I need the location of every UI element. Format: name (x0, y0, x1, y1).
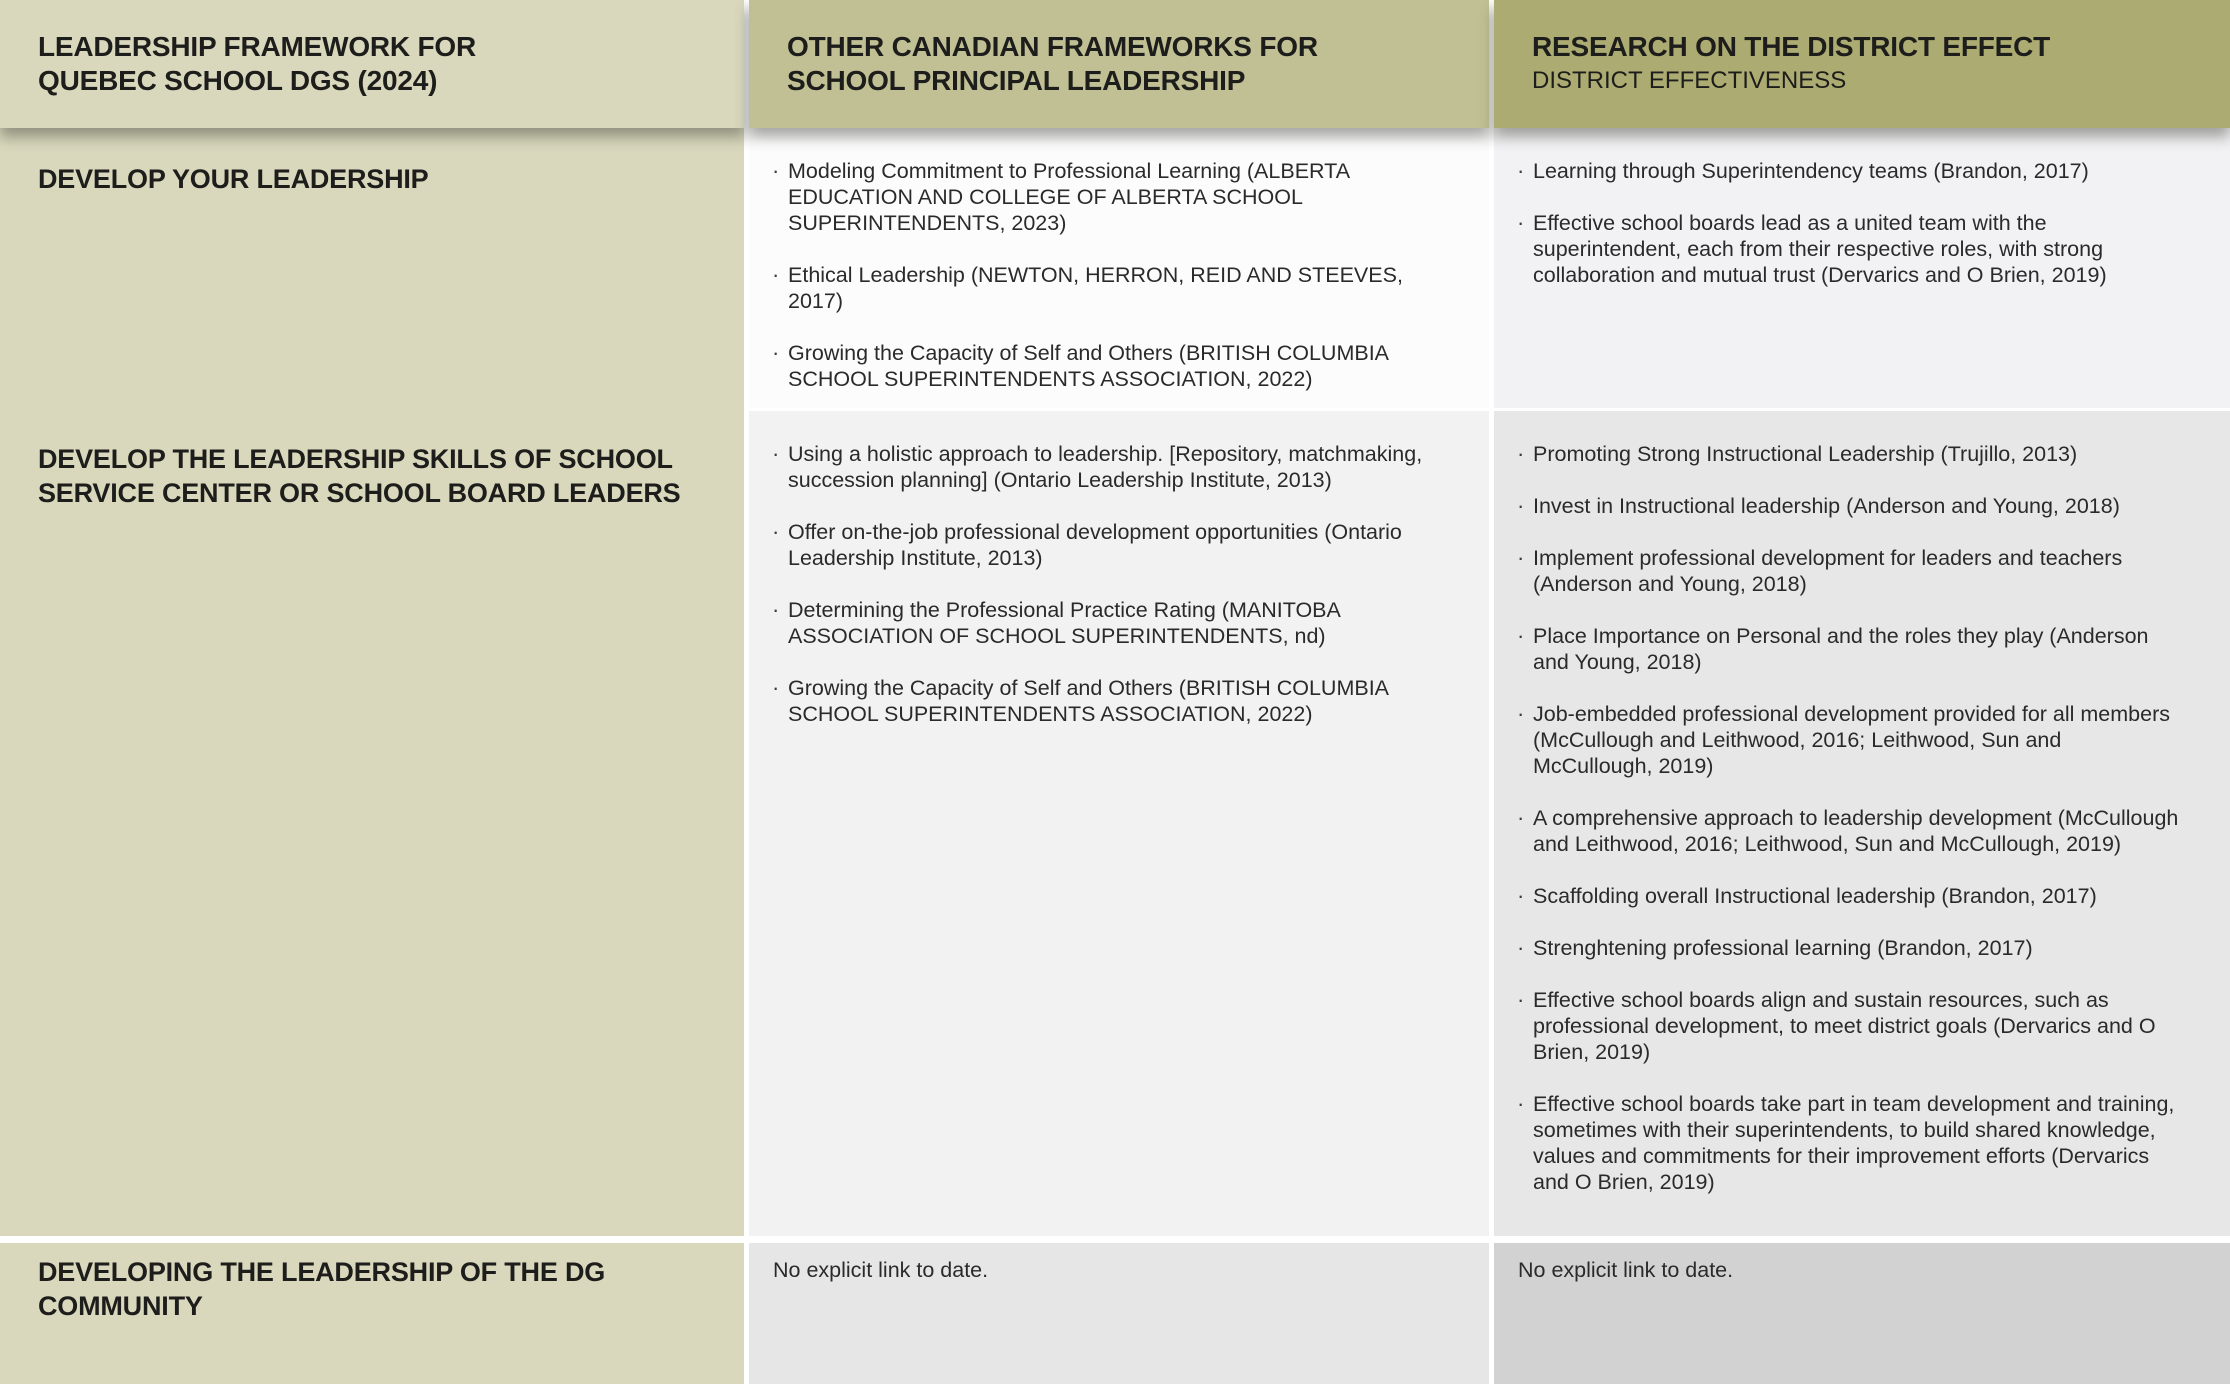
header-cell-quebec-framework (0, 0, 744, 128)
bullet-item: · Offer on-the-job professional development opportunities (Ontario Leadership Institute, 2013) (771, 519, 1436, 571)
bullet-item: · Invest in Instructional leadership (Anderson and Young, 2018) (1516, 493, 2181, 519)
bullet-item: · Determining the Professional Practice Rating (MANITOBA ASSOCIATION OF SCHOOL SUPERINTENDENTS, nd) (771, 597, 1436, 649)
header-cell-district-research (1494, 0, 2230, 128)
bullet-item: · Strenghtening professional learning (Brandon, 2017) (1516, 935, 2181, 961)
no-link-text: No explicit link to date. (1518, 1258, 1734, 1282)
bullet-item: · Promoting Strong Instructional Leadership (Trujillo, 2013) (1516, 441, 2181, 467)
cell-row3-frameworks (749, 1236, 1489, 1384)
bullet-item: · A comprehensive approach to leadership development (McCullough and Leithwood, 2016; Leithwood, Sun and McCullough, 2019) (1516, 805, 2181, 857)
bullet-item: · Growing the Capacity of Self and Others (BRITISH COLUMBIA SCHOOL SUPERINTENDENTS ASSOCIATION, 2022) (771, 675, 1436, 727)
bullet-item: · Growing the Capacity of Self and Others (BRITISH COLUMBIA SCHOOL SUPERINTENDENTS ASSOCIATION, 2022) (771, 340, 1436, 392)
row-label: DEVELOP THE LEADERSHIP SKILLS OF SCHOOL SERVICE CENTER OR SCHOOL BOARD LEADERS (38, 444, 681, 508)
row-label: DEVELOPING THE LEADERSHIP OF THE DG COMMUNITY (38, 1257, 606, 1321)
row-label-cell-develop-your-leadership (0, 128, 744, 408)
bullet-item: · Effective school boards align and sustain resources, such as professional development, to meet district goals (Dervarics and O Brien, 2019) (1516, 987, 2181, 1065)
bullet-list-row1-research (1516, 158, 2196, 288)
header-title-quebec-framework: LEADERSHIP FRAMEWORK FOR QUEBEC SCHOOL DGS (2024) (38, 31, 477, 96)
cell-row3-research (1494, 1236, 2230, 1384)
bullet-item: · Scaffolding overall Instructional leadership (Brandon, 2017) (1516, 883, 2181, 909)
no-link-text: No explicit link to date. (773, 1258, 989, 1282)
row-label: DEVELOP YOUR LEADERSHIP (38, 164, 429, 194)
cell-row2-research (1494, 408, 2230, 1236)
bullet-item: · Effective school boards lead as a united team with the superintendent, each from their respective roles, with strong collaboration and mutual trust (Dervarics and O Brien, 2019) (1516, 210, 2181, 288)
header-subtitle-district-effectiveness: DISTRICT EFFECTIVENESS (1532, 67, 1847, 94)
bullet-item: · Place Importance on Personal and the roles they play (Anderson and Young, 2018) (1516, 623, 2181, 675)
header-title-canadian-frameworks: OTHER CANADIAN FRAMEWORKS FOR SCHOOL PRINCIPAL LEADERSHIP (787, 31, 1318, 96)
bullet-item: · Modeling Commitment to Professional Learning (ALBERTA EDUCATION AND COLLEGE OF ALBERTA SCHOOL SUPERINTENDENTS, 2023) (771, 158, 1436, 236)
header-cell-canadian-frameworks (749, 0, 1489, 128)
cell-row1-research (1494, 128, 2230, 408)
bullet-item: · Job-embedded professional development provided for all members (McCullough and Leithwood, 2016; Leithwood, Sun and McCullough, 2019) (1516, 701, 2181, 779)
bullet-list-row1-frameworks (771, 158, 1455, 392)
bullet-item: · Using a holistic approach to leadership. [Repository, matchmaking, succession planning] (Ontario Leadership Institute, 2013) (771, 441, 1436, 493)
row-label-cell-develop-skills (0, 408, 744, 1236)
bullet-list-row2-research (1516, 441, 2196, 1195)
bullet-item: · Effective school boards take part in team development and training, sometimes with their superintendents, to build shared knowledge, values and commitments for their improvement efforts (Dervarics and O Brien, 2019) (1516, 1091, 2181, 1195)
row-label-cell-dg-community (0, 1236, 744, 1384)
cell-row1-frameworks (749, 128, 1489, 408)
header-title-district-research: RESEARCH ON THE DISTRICT EFFECT (1532, 31, 2051, 62)
bullet-item: · Ethical Leadership (NEWTON, HERRON, REID AND STEEVES, 2017) (771, 262, 1436, 314)
cell-row2-frameworks (749, 408, 1489, 1236)
bullet-item: · Implement professional development for leaders and teachers (Anderson and Young, 2018) (1516, 545, 2181, 597)
bullet-list-row2-frameworks (771, 441, 1455, 727)
bullet-item: · Learning through Superintendency teams (Brandon, 2017) (1516, 158, 2181, 184)
